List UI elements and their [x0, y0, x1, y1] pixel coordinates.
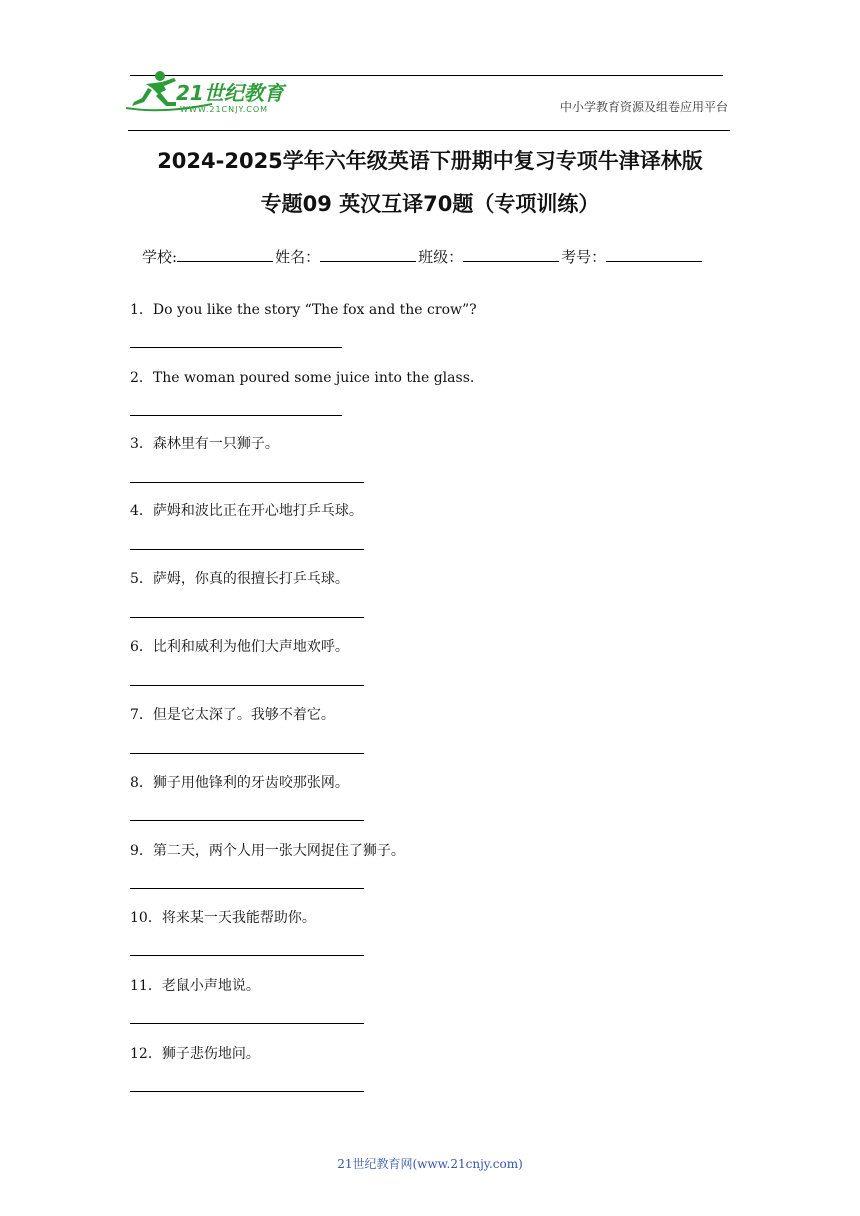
answer-line-2[interactable]: [130, 415, 342, 416]
answer-line-5[interactable]: [130, 617, 364, 618]
question-text: 萨姆和波比正在开心地打乒乓球。: [152, 503, 363, 519]
question-text: 狮子用他锋利的牙齿咬那张网。: [152, 775, 349, 791]
answer-line-1[interactable]: [130, 347, 342, 348]
answer-line-7[interactable]: [130, 753, 364, 754]
class-blank[interactable]: [463, 245, 559, 262]
question-8: [130, 772, 349, 792]
logo-icon: [122, 68, 302, 116]
question-number: 7．: [130, 707, 153, 723]
question-7: [130, 704, 335, 724]
question-number: 3．: [130, 436, 153, 452]
question-text: 将来某一天我能帮助你。: [161, 910, 316, 926]
question-6: [130, 636, 349, 656]
question-number: 1．: [130, 302, 153, 318]
answer-line-4[interactable]: [130, 549, 364, 550]
platform-tagline: 中小学教育资源及组卷应用平台: [559, 100, 728, 114]
question-4: [130, 500, 363, 520]
header-bottom-rule: [128, 130, 730, 131]
question-text: 萨姆，你真的很擅长打乒乓球。: [152, 571, 349, 587]
question-number: 8．: [130, 775, 153, 791]
footer-link[interactable]: 21世纪教育网(www.21cnjy.com): [337, 1157, 523, 1171]
question-9: [130, 840, 405, 860]
question-number: 9．: [130, 843, 153, 859]
title-line-2: 专题09 英汉互译70题（专项训练）: [260, 192, 600, 216]
question-12: [130, 1043, 260, 1063]
question-2: [130, 367, 474, 387]
question-text: 森林里有一只狮子。: [152, 436, 279, 452]
question-number: 11．: [130, 978, 162, 994]
question-text: 但是它太深了。我够不着它。: [152, 707, 335, 723]
answer-line-3[interactable]: [130, 482, 364, 483]
answer-line-12[interactable]: [130, 1091, 364, 1092]
name-blank[interactable]: [320, 245, 416, 262]
school-blank[interactable]: [177, 245, 273, 262]
question-text: 比利和威利为他们大声地欢呼。: [152, 639, 349, 655]
title-line-1: 2024-2025学年六年级英语下册期中复习专项牛津译林版: [157, 149, 703, 173]
answer-line-8[interactable]: [130, 820, 364, 821]
question-number: 10．: [130, 910, 162, 926]
answer-line-6[interactable]: [130, 685, 364, 686]
student-info-row: [142, 245, 704, 267]
question-number: 12．: [130, 1046, 162, 1062]
question-number: 4．: [130, 503, 153, 519]
answer-line-10[interactable]: [130, 955, 364, 956]
question-5: [130, 568, 349, 588]
question-1: [130, 299, 477, 319]
question-10: [130, 907, 316, 927]
answer-line-11[interactable]: [130, 1023, 364, 1024]
question-text: The woman poured some juice into the glass.: [152, 370, 475, 386]
question-number: 6．: [130, 639, 153, 655]
question-number: 5．: [130, 571, 153, 587]
logo-text: 21世纪教育: [176, 81, 284, 105]
question-text: 老鼠小声地说。: [161, 978, 260, 994]
question-11: [130, 975, 260, 995]
name-label: 姓名：: [275, 248, 321, 266]
class-label: 班级：: [418, 248, 464, 266]
question-3: [130, 433, 279, 453]
exam-number-label: 考号：: [561, 248, 607, 266]
answer-line-9[interactable]: [130, 888, 364, 889]
school-label: 学校:: [142, 248, 178, 266]
question-text: 第二天，两个人用一张大网捉住了狮子。: [152, 843, 405, 859]
logo-url: WWW.21CNJY.COM: [180, 105, 269, 114]
question-number: 2．: [130, 370, 153, 386]
question-text: Do you like the story “The fox and the crow”?: [152, 302, 477, 318]
exam-number-blank[interactable]: [606, 245, 702, 262]
question-text: 狮子悲伤地问。: [161, 1046, 260, 1062]
